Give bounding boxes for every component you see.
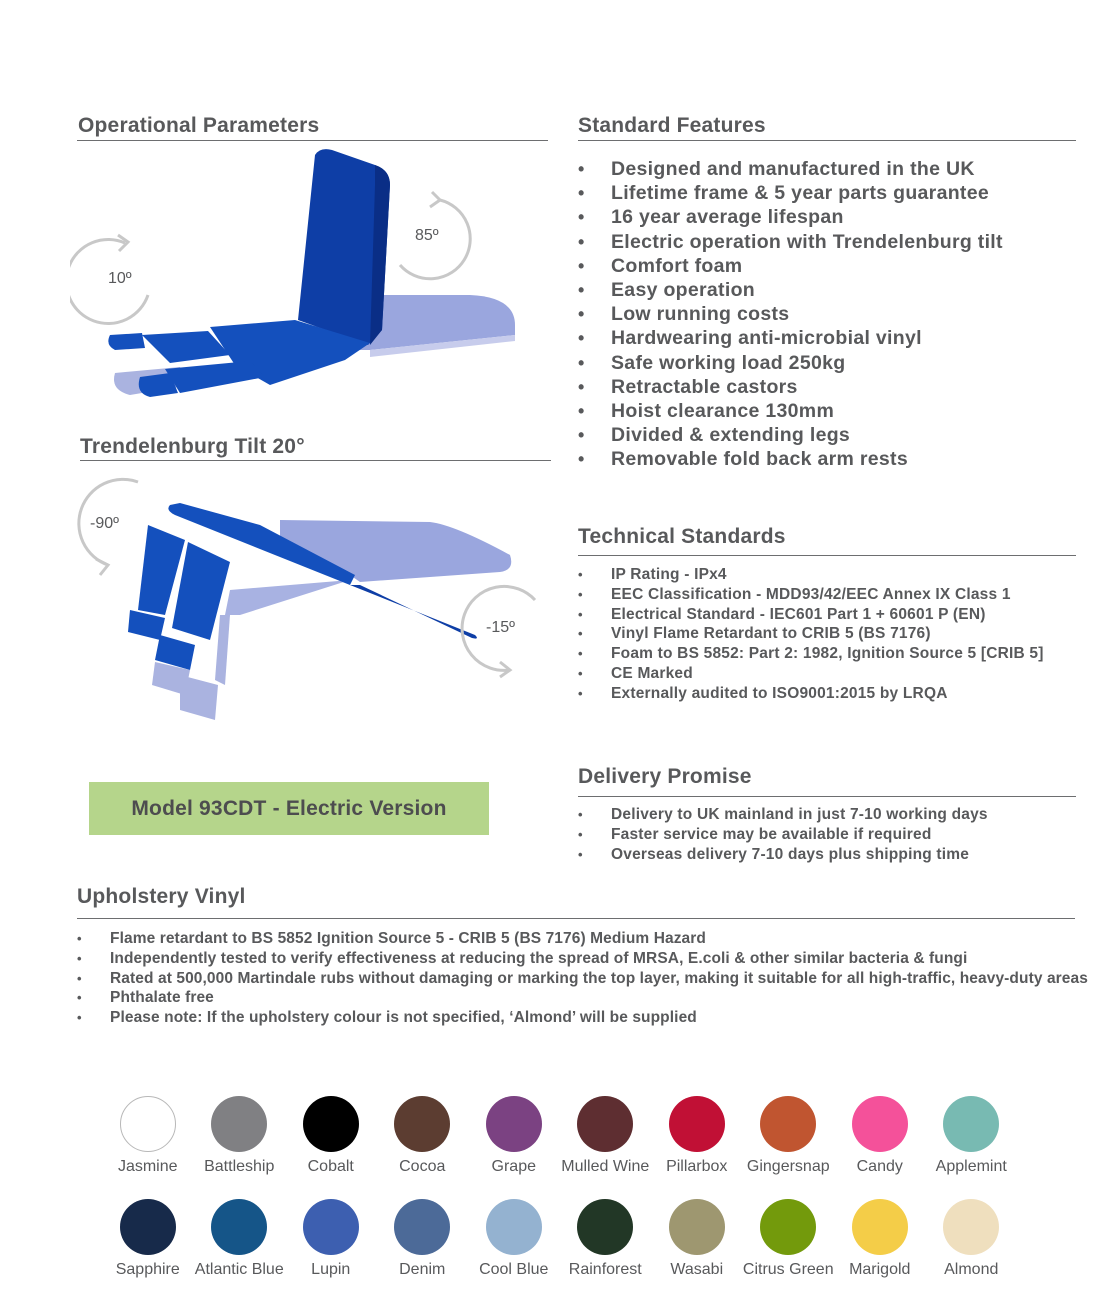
colour-name: Applemint <box>935 1158 1007 1175</box>
colour-circle <box>760 1199 816 1255</box>
standard-item: • Externally audited to ISO9001:2015 by LRQA <box>578 684 948 702</box>
technical-standards-list <box>578 565 1044 704</box>
colour-swatch <box>468 1096 560 1176</box>
colour-name: Atlantic Blue <box>194 1261 284 1278</box>
head-angle-label: -90º <box>90 515 119 532</box>
colour-circle <box>394 1096 450 1152</box>
colour-name: Marigold <box>849 1261 911 1278</box>
colour-circle <box>669 1199 725 1255</box>
feature-item: • Safe working load 250kg <box>578 351 846 374</box>
colour-circle <box>303 1096 359 1152</box>
colour-circle <box>577 1096 633 1152</box>
heading-rule <box>578 140 1076 141</box>
feature-item: • Comfort foam <box>578 254 743 277</box>
colour-circle <box>943 1199 999 1255</box>
colour-swatch <box>194 1096 286 1176</box>
colour-name: Wasabi <box>670 1261 724 1278</box>
foot-angle-label: 10º <box>108 270 132 287</box>
colour-circle <box>669 1096 725 1152</box>
colour-swatch <box>102 1199 194 1279</box>
colour-swatch <box>651 1096 743 1176</box>
standard-item: • Foam to BS 5852: Part 2: 1982, Ignition Source 5 [CRIB 5] <box>578 645 1044 663</box>
colour-circle <box>211 1199 267 1255</box>
upholstery-vinyl-heading: Upholstery Vinyl <box>77 885 246 908</box>
colour-swatch <box>743 1199 835 1279</box>
colour-name: Cocoa <box>399 1158 446 1175</box>
colour-name: Pillarbox <box>666 1158 728 1175</box>
colour-circle <box>394 1199 450 1255</box>
colour-circle <box>852 1199 908 1255</box>
colour-circle <box>211 1096 267 1152</box>
standard-features-heading: Standard Features <box>578 114 766 137</box>
colour-circle <box>486 1199 542 1255</box>
standard-item: • Electrical Standard - IEC601 Part 1 + 60601 P (EN) <box>578 605 986 623</box>
colour-name: Grape <box>491 1158 536 1175</box>
feature-item: • Divided & extending legs <box>578 424 851 447</box>
colour-circle <box>486 1096 542 1152</box>
feature-item: • Designed and manufactured in the UK <box>578 158 975 180</box>
colour-swatch <box>834 1096 926 1176</box>
colour-circle <box>577 1199 633 1255</box>
standard-item: • IP Rating - IPx4 <box>578 566 727 583</box>
colour-swatch <box>651 1199 743 1279</box>
colour-swatch <box>102 1096 194 1176</box>
feature-item: • Lifetime frame & 5 year parts guarantee <box>578 182 990 205</box>
colour-name: Rainforest <box>568 1261 642 1278</box>
colour-name: Sapphire <box>115 1261 180 1278</box>
colour-name: Cobalt <box>307 1158 354 1175</box>
colour-swatch-row-2 <box>102 1199 1022 1279</box>
colour-circle <box>303 1199 359 1255</box>
standard-item: • EEC Classification - MDD93/42/EEC Annex IX Class 1 <box>578 585 1011 603</box>
heading-rule <box>77 918 1075 919</box>
colour-circle <box>943 1096 999 1152</box>
feature-item: • 16 year average lifespan <box>578 206 844 229</box>
colour-swatch-row-1 <box>102 1096 1022 1176</box>
upholstery-item: • Rated at 500,000 Martindale rubs without damaging or marking the top layer, making it suitable for all high-traffic, heavy-duty areas <box>77 969 1088 987</box>
heading-rule <box>77 140 548 141</box>
technical-standards-heading: Technical Standards <box>578 525 786 548</box>
heading-rule <box>80 460 551 461</box>
standard-features-list <box>578 157 1003 472</box>
colour-name: Battleship <box>204 1158 275 1175</box>
feature-item: • Easy operation <box>578 279 755 302</box>
colour-circle <box>760 1096 816 1152</box>
feature-item: • Retractable castors <box>578 375 798 398</box>
heading-rule <box>578 555 1076 556</box>
colour-swatch <box>285 1199 377 1279</box>
foot-tilt-angle-label: -15º <box>486 619 515 636</box>
heading-rule <box>578 796 1076 797</box>
upholstery-item: • Please note: If the upholstery colour is not specified, ‘Almond’ will be supplied <box>77 1009 697 1027</box>
colour-name: Candy <box>856 1158 903 1175</box>
colour-swatch <box>194 1199 286 1279</box>
delivery-promise-heading: Delivery Promise <box>578 765 752 788</box>
feature-item: • Electric operation with Trendelenburg tilt <box>578 230 1003 253</box>
colour-name: Gingersnap <box>746 1158 830 1175</box>
back-angle-label: 85º <box>415 227 439 244</box>
feature-item: • Removable fold back arm rests <box>578 448 908 471</box>
colour-swatch <box>560 1096 652 1176</box>
colour-swatch <box>560 1199 652 1279</box>
feature-item: • Hardwearing anti-microbial vinyl <box>578 327 922 350</box>
colour-swatch <box>926 1096 1018 1176</box>
model-badge: Model 93CDT - Electric Version <box>89 782 489 835</box>
feature-item: • Hoist clearance 130mm <box>578 400 835 423</box>
upholstery-list <box>77 929 1088 1028</box>
colour-name: Jasmine <box>117 1158 178 1175</box>
standard-item: • Vinyl Flame Retardant to CRIB 5 (BS 7176) <box>578 625 931 643</box>
colour-swatch <box>377 1096 469 1176</box>
colour-swatch <box>743 1096 835 1176</box>
colour-swatch <box>377 1199 469 1279</box>
delivery-item: • Overseas delivery 7-10 days plus shipping time <box>578 845 970 863</box>
upholstery-item: • Independently tested to verify effectiveness at reducing the spread of MRSA, E.coli & other similar bacteria & fungi <box>77 949 968 967</box>
trendelenburg-heading: Trendelenburg Tilt 20° <box>80 435 305 458</box>
feature-item: • Low running costs <box>578 303 790 326</box>
colour-swatch <box>285 1096 377 1176</box>
couch-tilt-illustration <box>60 470 540 740</box>
colour-circle <box>852 1096 908 1152</box>
upholstery-item: • Phthalate free <box>77 989 214 1007</box>
colour-name: Citrus Green <box>742 1261 834 1278</box>
colour-name: Denim <box>399 1261 446 1278</box>
colour-name: Almond <box>944 1261 999 1278</box>
couch-reclined-illustration <box>70 145 540 425</box>
colour-name: Mulled Wine <box>561 1158 650 1175</box>
colour-swatch <box>834 1199 926 1279</box>
colour-circle <box>120 1096 176 1152</box>
colour-swatch <box>468 1199 560 1279</box>
delivery-item: • Faster service may be available if required <box>578 825 932 843</box>
operational-parameters-heading: Operational Parameters <box>78 114 320 137</box>
colour-swatch <box>926 1199 1018 1279</box>
colour-circle <box>120 1199 176 1255</box>
upholstery-item: • Flame retardant to BS 5852 Ignition Source 5 - CRIB 5 (BS 7176) Medium Hazard <box>77 930 706 947</box>
standard-item: • CE Marked <box>578 664 693 682</box>
colour-name: Lupin <box>311 1261 351 1278</box>
delivery-item: • Delivery to UK mainland in just 7-10 working days <box>578 806 988 823</box>
colour-name: Cool Blue <box>479 1261 549 1278</box>
delivery-list <box>578 805 988 864</box>
